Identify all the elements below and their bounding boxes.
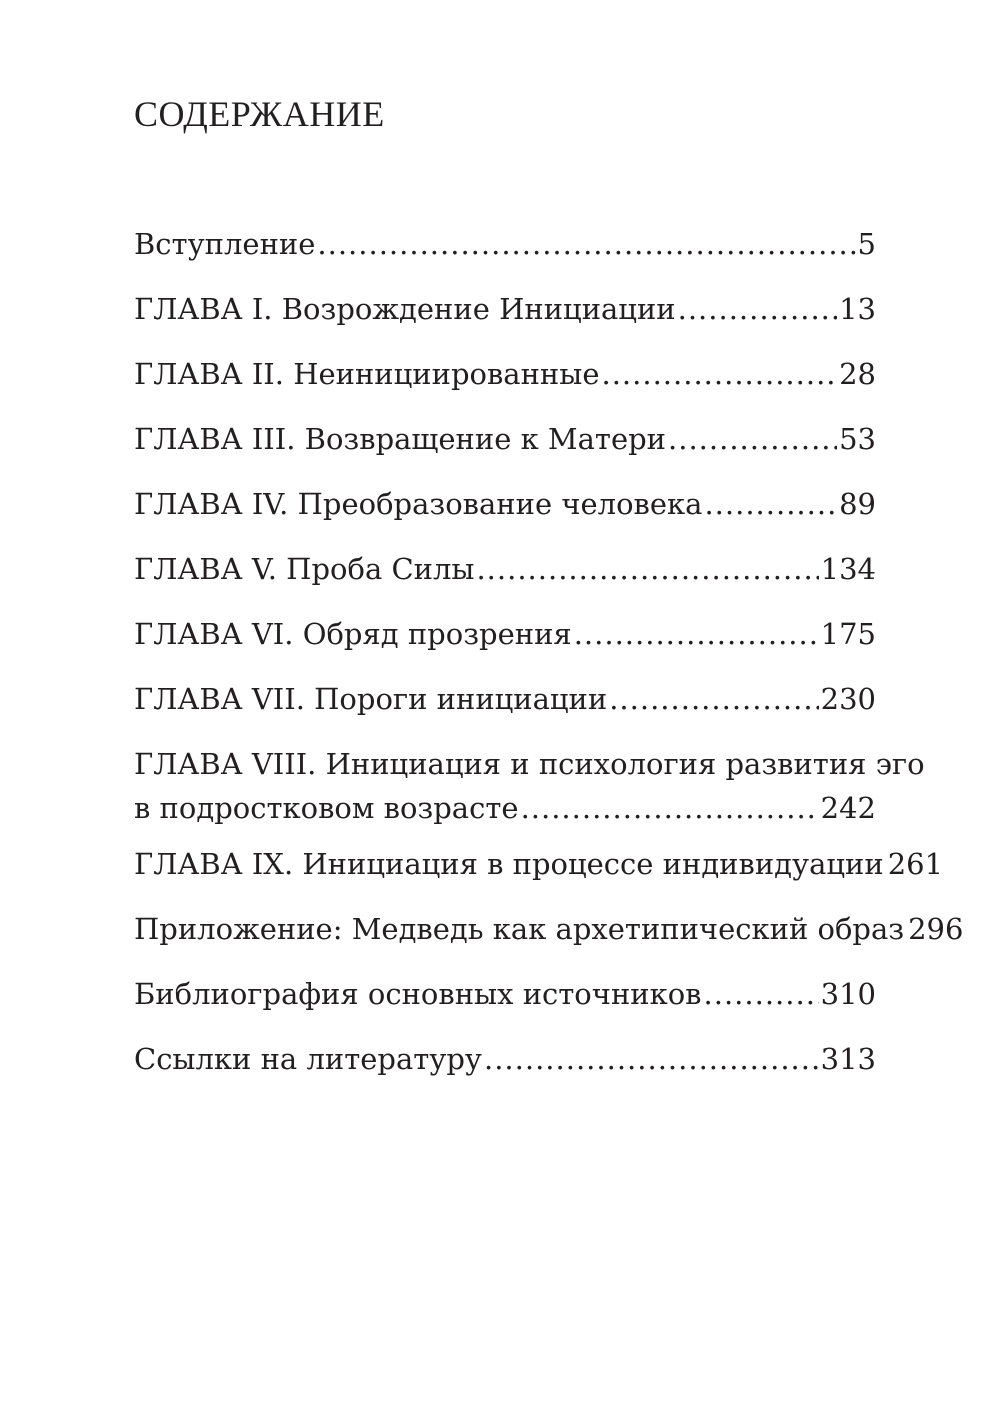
toc-entry-page: 175 [820,617,876,651]
dot-leader [704,972,819,1016]
toc-entry-page: 230 [820,682,876,716]
toc-entry-label: ГЛАВА V. Проба Силы [134,552,475,586]
toc-entry[interactable] [134,907,964,972]
dot-leader [484,1037,819,1081]
dot-leader [317,222,855,266]
toc-entry-label: Библиография основных источников [134,977,702,1011]
toc-entry-page: 13 [839,292,876,326]
toc-entry[interactable] [134,547,876,612]
toc-entry-page: 134 [820,552,876,586]
toc-entry-page: 310 [820,977,876,1011]
dot-leader [476,547,818,591]
toc-entry-label-continued: в подростковом возрасте [134,791,519,825]
toc-entry[interactable] [134,352,876,417]
toc-entry-page: 53 [839,422,876,456]
toc-entry-label: Приложение: Медведь как архетипический образ [134,912,905,946]
toc-entry-label: ГЛАВА VII. Пороги инициации [134,682,608,716]
dot-leader [521,786,819,830]
dot-leader [668,417,837,461]
toc-entry-label: Ссылки на литературу [134,1042,482,1076]
toc-entry-label: ГЛАВА II. Неинициированные [134,357,600,391]
dot-leader [574,612,819,656]
toc-entry-label: ГЛАВА III. Возвращение к Матери [134,422,667,456]
toc-entry-label: ГЛАВА I. Возрождение Инициации [134,292,676,326]
page-title: СОДЕРЖАНИЕ [134,94,385,134]
toc-entry-page: 313 [820,1042,876,1076]
toc-entry[interactable] [134,742,925,842]
toc-entry[interactable] [134,417,876,482]
toc-entry-label: Вступление [134,227,316,261]
toc-entry[interactable] [134,677,876,742]
toc-entry[interactable] [134,612,876,677]
toc-entry[interactable] [134,972,876,1037]
toc-entry-page: 89 [839,487,876,521]
toc-entry-page: 242 [820,791,876,825]
toc-entry[interactable] [134,482,876,547]
toc-entry[interactable] [134,842,944,907]
toc-entry[interactable] [134,287,876,352]
dot-leader [704,482,837,526]
toc-entry-label: ГЛАВА IV. Преобразование человека [134,487,703,521]
dot-leader [678,287,837,331]
dot-leader [602,352,838,396]
toc-entry[interactable] [134,222,876,287]
toc-entry[interactable] [134,1037,876,1102]
table-of-contents [134,222,964,1102]
toc-entry-page: 5 [857,227,876,261]
toc-entry-page: 28 [839,357,876,391]
toc-entry-label: ГЛАВА IX. Инициация в процессе индивидуации [134,847,884,881]
dot-leader [609,677,818,721]
toc-entry-page: 261 [887,847,944,881]
toc-entry-page: 296 [908,912,964,946]
toc-entry-label: ГЛАВА VIII. Инициация и психология развития эго [134,747,925,781]
toc-entry-label: ГЛАВА VI. Обряд прозрения [134,617,572,651]
